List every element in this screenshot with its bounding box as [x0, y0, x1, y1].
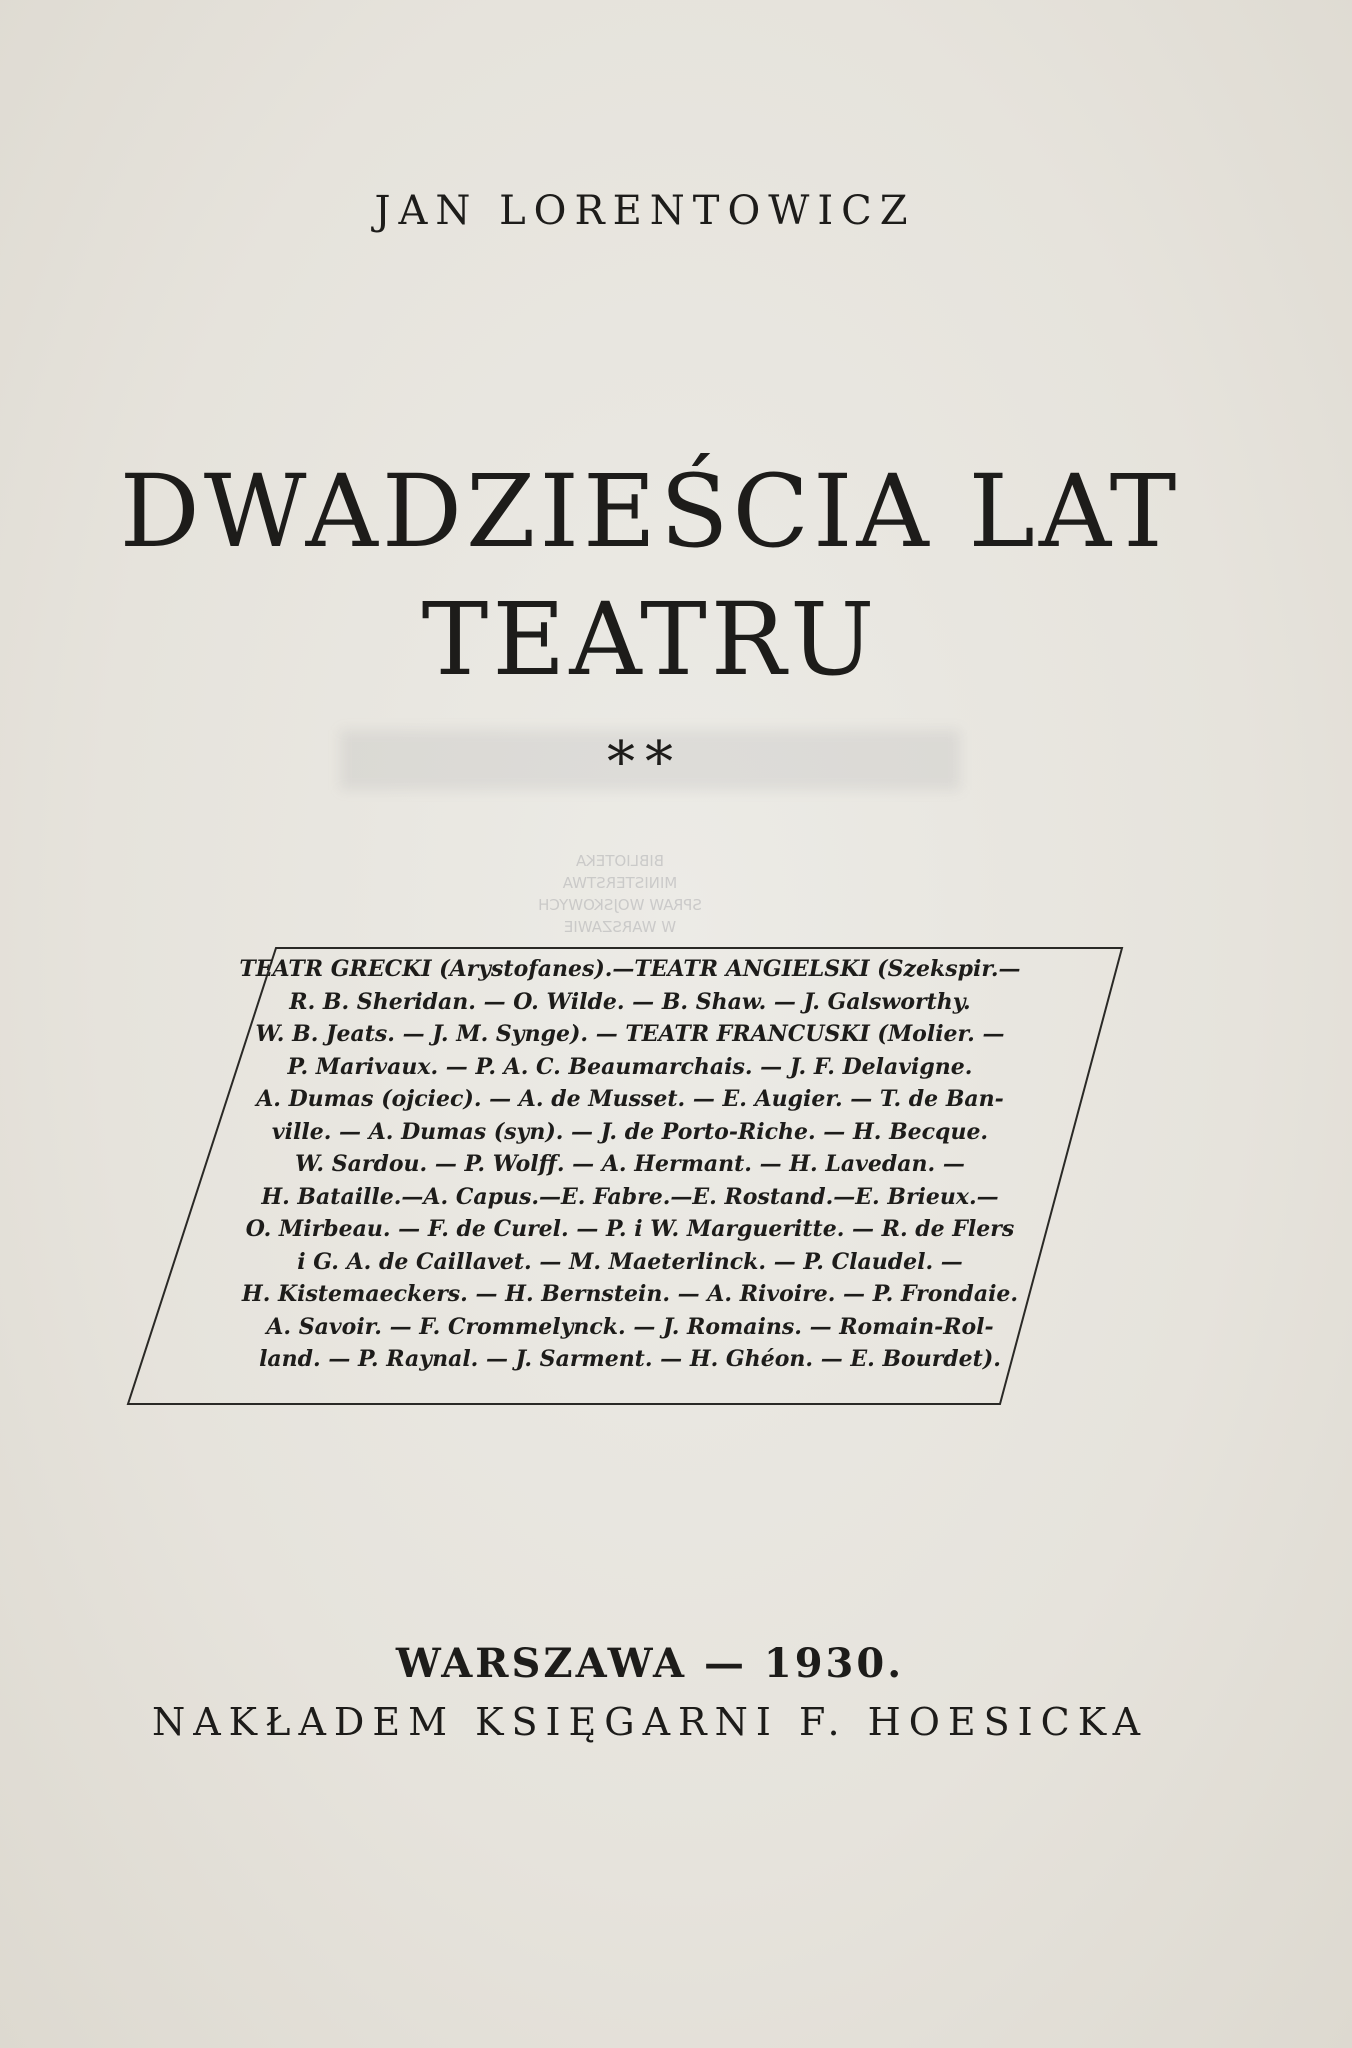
- stamp-line: SPRAW WOJSKOWYCH: [538, 896, 702, 914]
- contents-line: P. Marivaux. — P. A. C. Beaumarchais. — J. F. Delavigne.: [287, 1053, 973, 1080]
- contents-line: O. Mirbeau. — F. de Curel. — P. i W. Margueritte. — R. de Flers: [245, 1216, 1015, 1242]
- contents-line: H. Bataille.—A. Capus.—E. Fabre.—E. Rostand.—E. Brieux.—: [261, 1183, 999, 1210]
- contents-line: ville. — A. Dumas (syn). — J. de Porto-Riche. — H. Becque.: [271, 1118, 989, 1145]
- stamp-line: BIBLIOTEKA: [575, 852, 665, 870]
- book-title-line-1: DWADZIEŚCIA LAT: [119, 453, 1181, 570]
- stamp-line: MINISTERSTWA: [562, 874, 678, 892]
- volume-mark: **: [607, 730, 683, 795]
- book-title-line-2: TEATRU: [421, 581, 879, 698]
- author-name: JAN LORENTOWICZ: [374, 188, 916, 234]
- contents-line: i G. A. de Caillavet. — M. Maeterlinck. — P. Claudel. —: [297, 1248, 963, 1275]
- contents-line: R. B. Sheridan. — O. Wilde. — B. Shaw. — J. Galsworthy.: [289, 988, 971, 1015]
- contents-line: W. B. Jeats. — J. M. Synge). — TEATR FRANCUSKI (Molier. —: [255, 1021, 1005, 1047]
- library-stamp-show-through: [470, 850, 770, 938]
- publisher-imprint: NAKŁADEM KSIĘGARNI F. HOESICKA: [151, 1700, 1149, 1744]
- contents-line: H. Kistemaeckers. — H. Bernstein. — A. Rivoire. — P. Frondaie.: [241, 1281, 1019, 1307]
- contents-line: A. Savoir. — F. Crommelynck. — J. Romains. — Romain-Rol-: [266, 1313, 994, 1340]
- contents-line: W. Sardou. — P. Wolff. — A. Hermant. — H. Lavedan. —: [295, 1151, 965, 1177]
- stamp-line: W WARSZAWIE: [563, 918, 677, 936]
- contents-line: A. Dumas (ojciec). — A. de Musset. — E. Augier. — T. de Ban-: [256, 1086, 1004, 1112]
- place-and-year: WARSZAWA — 1930.: [395, 1640, 905, 1687]
- contents-list: [160, 953, 1100, 1376]
- contents-line: land. — P. Raynal. — J. Sarment. — H. Ghéon. — E. Bourdet).: [259, 1346, 1001, 1372]
- contents-line: TEATR GRECKI (Arystofanes).—TEATR ANGIELSKI (Szekspir.—: [239, 956, 1021, 982]
